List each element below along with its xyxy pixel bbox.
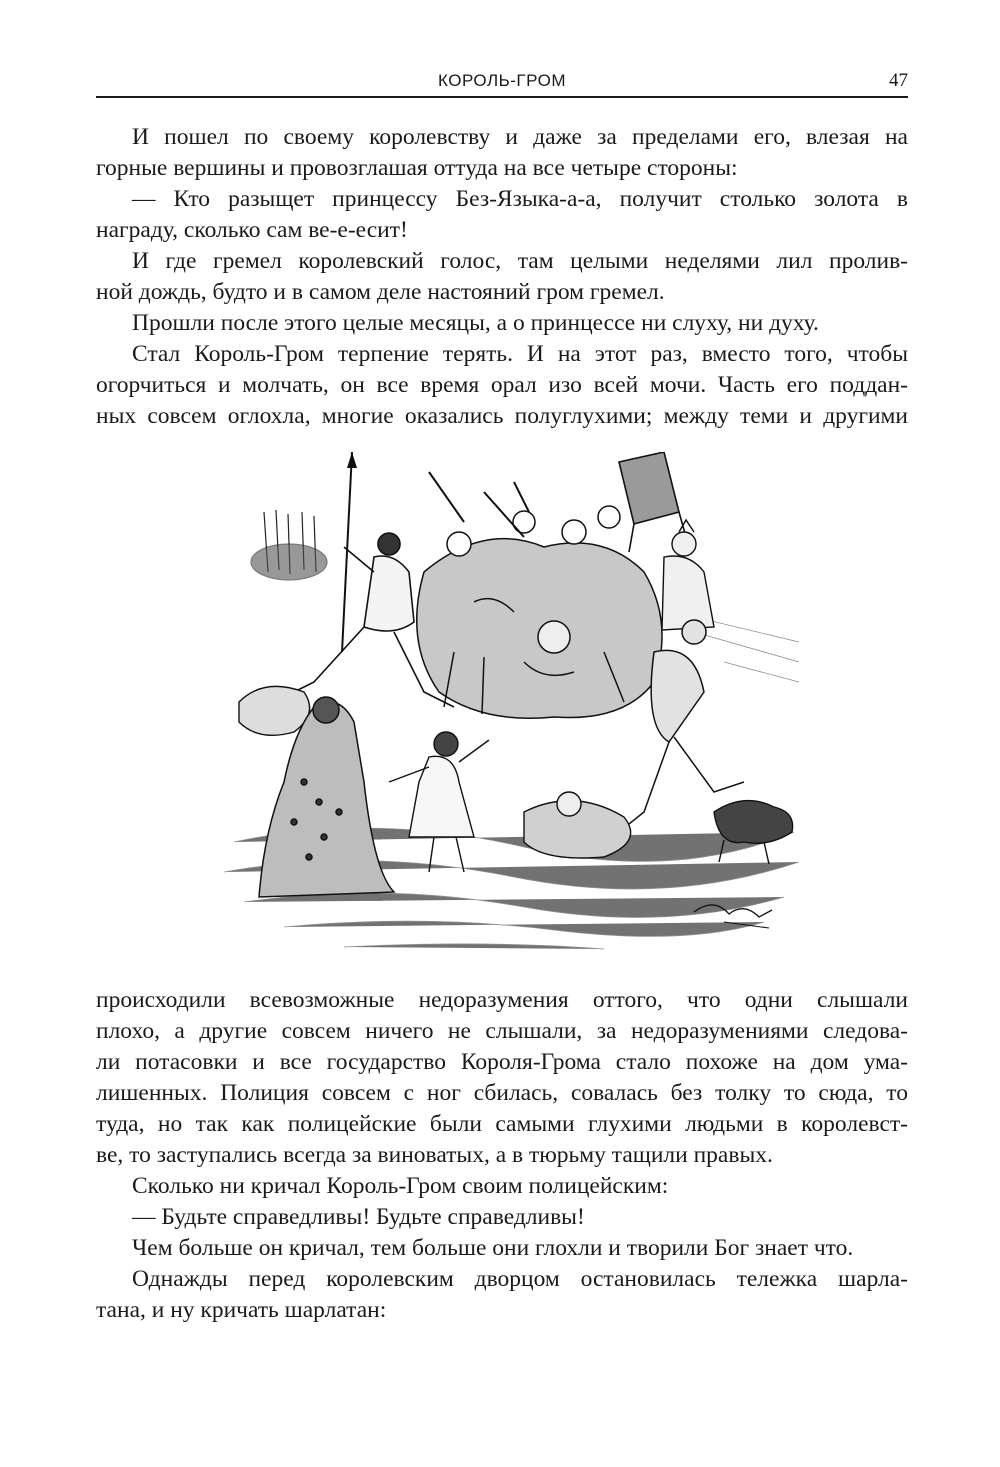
running-title: КОРОЛЬ-ГРОМ [438, 71, 566, 90]
text-line: горные вершины и провозглашая оттуда на все четыре стороны: [96, 155, 738, 181]
text-line: И где гремел королевский голос, там целыми неделями лил пролив- [132, 248, 908, 274]
text-block-bottom [96, 985, 908, 1326]
text-line: Прошли после этого целые месяцы, а о принцессе ни слуху, ни духу. [132, 310, 819, 336]
page-number: 47 [889, 70, 908, 91]
text-line: — Будьте справедливы! Будьте справедливы! [132, 1204, 585, 1230]
text-line: Чем больше он кричал, тем больше они глохли и творили Бог знает что. [132, 1235, 854, 1261]
text-line: происходили всевозможные недоразумения оттого, что одни слышали [96, 987, 908, 1013]
text-block-top [96, 122, 908, 432]
text-line: награду, сколько сам ве-е-есит! [96, 217, 408, 243]
text-line: тана, и ну кричать шарлатан: [96, 1297, 387, 1323]
text-line: плохо, а другие совсем ничего не слышали, за недоразумениями следова- [96, 1018, 908, 1044]
text-line: лишенных. Полиция совсем с ног сбилась, совалась без толку то сюда, то [96, 1080, 908, 1106]
text-line: Стал Король-Гром терпение терять. И на этот раз, вместо того, чтобы [132, 341, 908, 367]
running-head [96, 70, 908, 98]
text-line: ве, то заступались всегда за виноватых, а в тюрьму тащили правых. [96, 1142, 773, 1168]
engraving-illustration [224, 452, 804, 957]
text-line: Сколько ни кричал Король-Гром своим полицейским: [132, 1173, 669, 1199]
text-line: ных совсем оглохла, многие оказались полуглухими; между теми и другими [96, 403, 908, 429]
text-line: огорчиться и молчать, он все время орал изо всей мочи. Часть его поддан- [96, 372, 908, 398]
text-line: ли потасовки и все государство Короля-Грома стало похоже на дом ума- [96, 1049, 908, 1075]
text-line: Однажды перед королевским дворцом остановилась тележка шарла- [132, 1266, 908, 1292]
text-line: И пошел по своему королевству и даже за пределами его, влезая на [132, 124, 908, 150]
text-line: ной дождь, будто и в самом деле настояний гром гремел. [96, 279, 665, 305]
text-line: — Кто разыщет принцессу Без-Языка-а-а, получит столько золота в [132, 186, 908, 212]
text-line: туда, но так как полицейские были самыми глухими людьми в королевст- [96, 1111, 908, 1137]
